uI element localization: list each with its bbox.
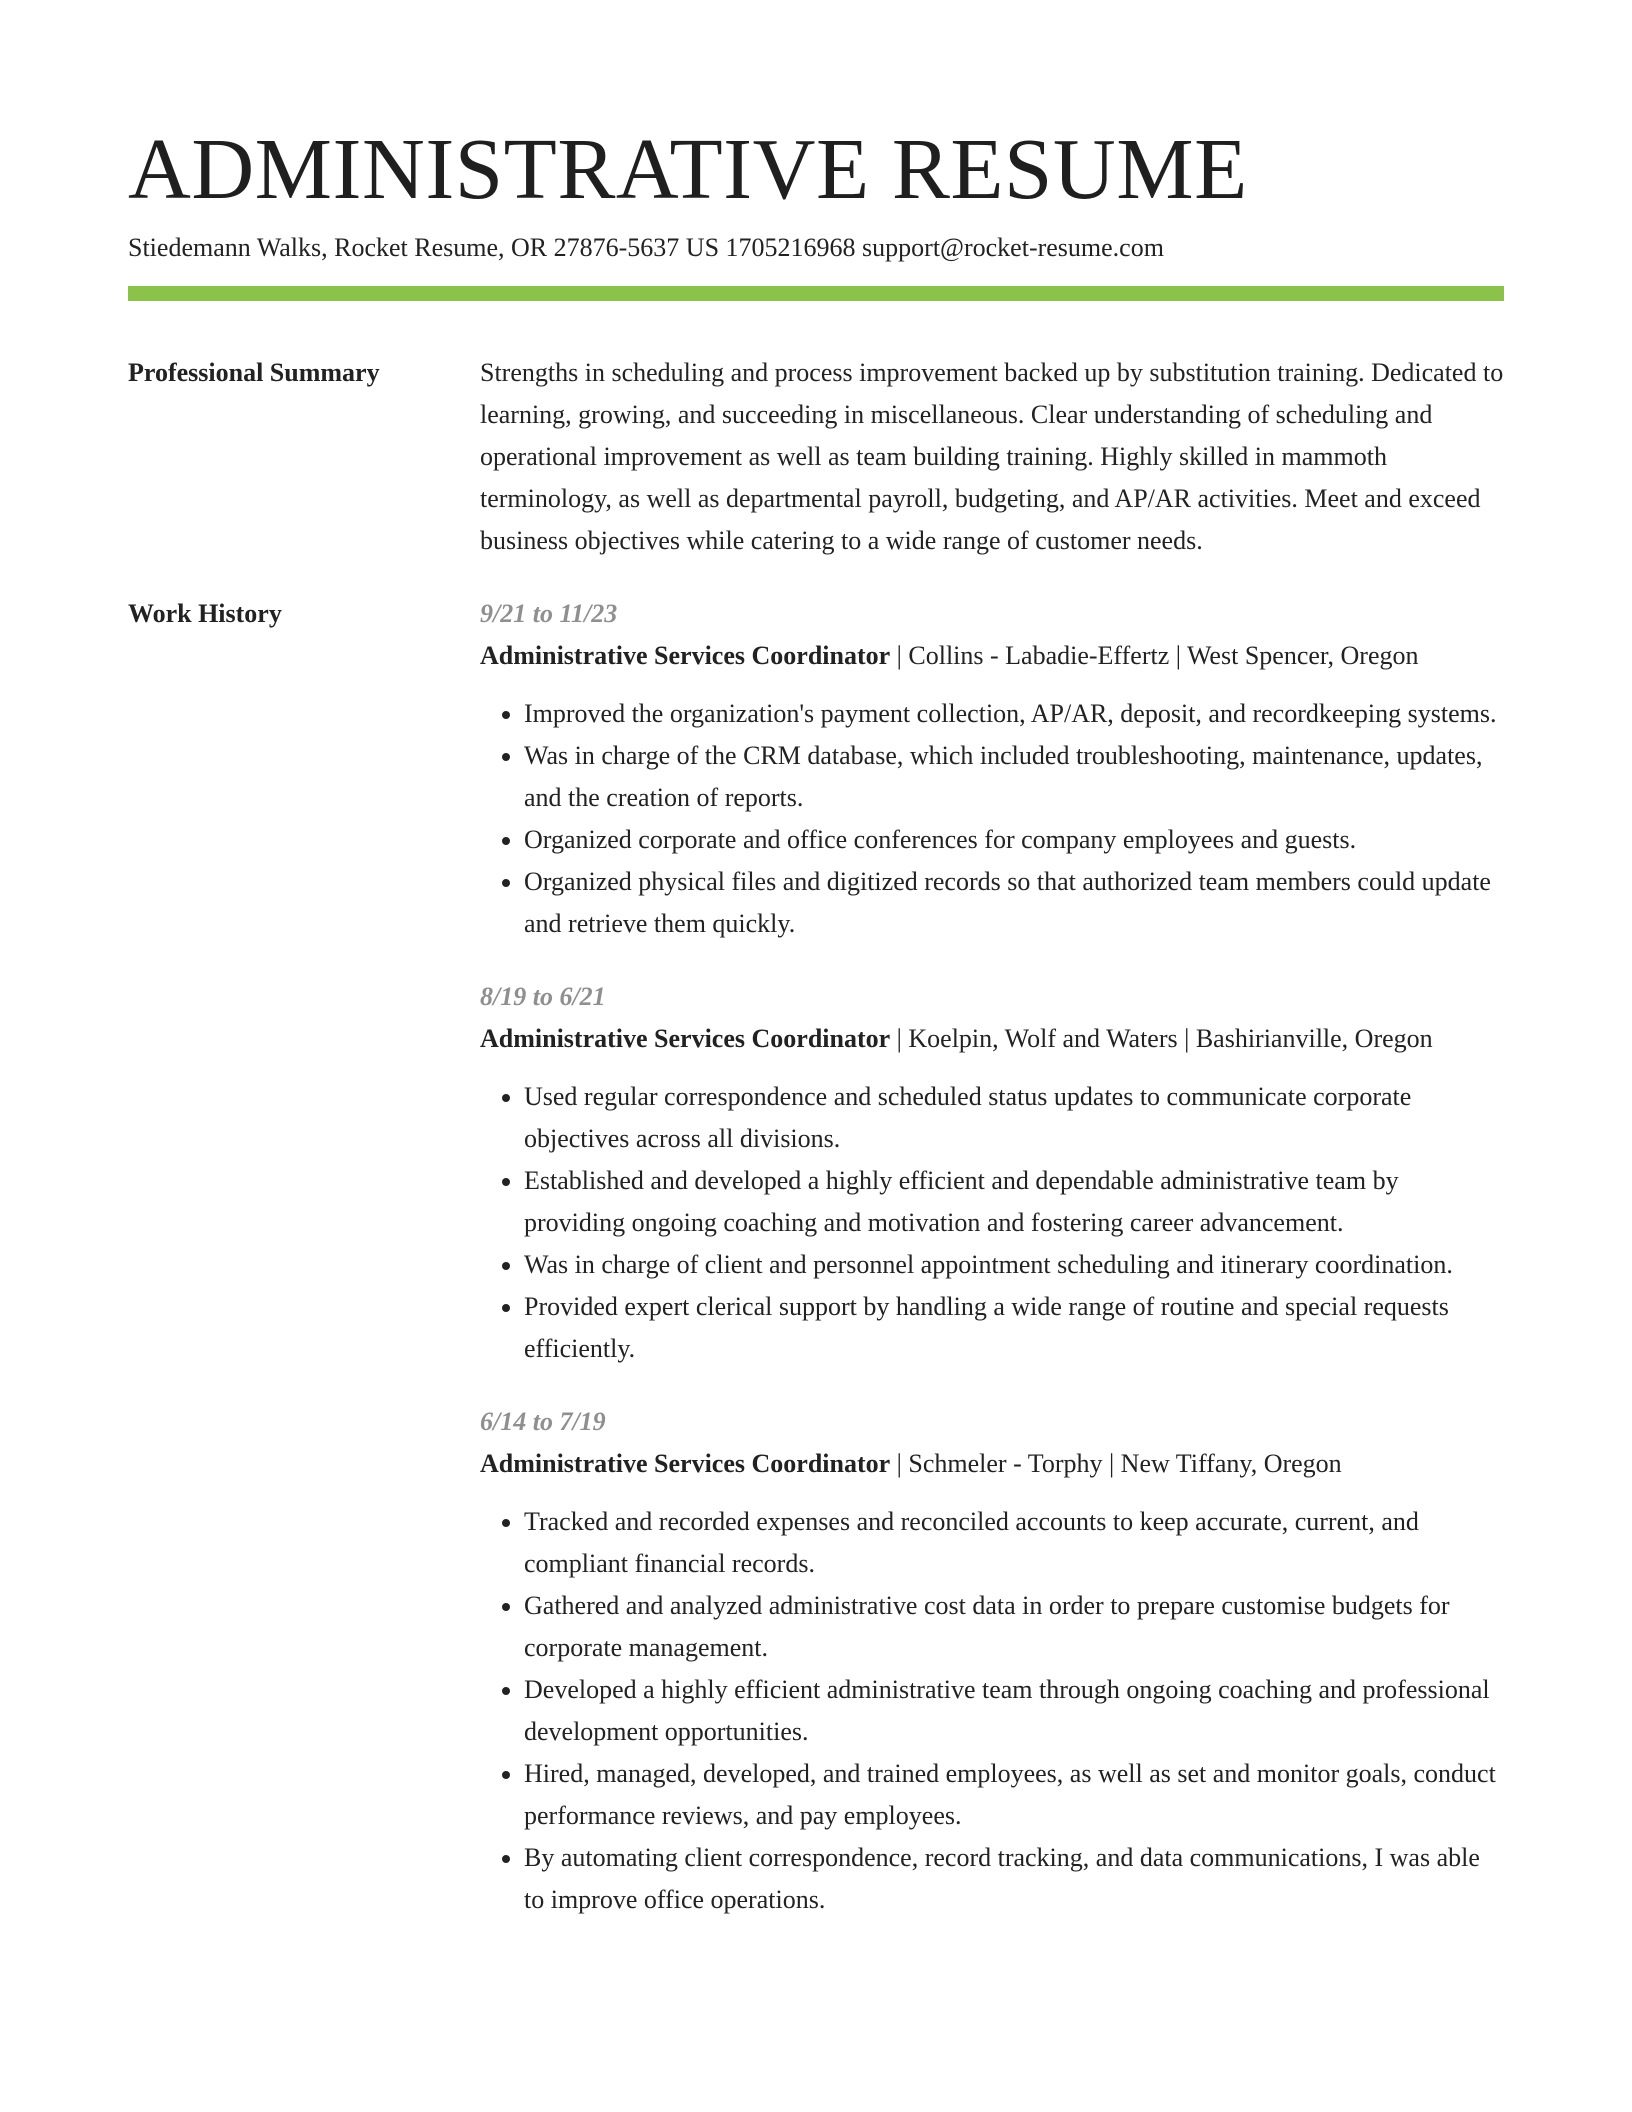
summary-text: Strengths in scheduling and process improvement backed up by substitution training. Dedicated to learning, growing, and succeeding in miscellaneous. Clear understanding of scheduling and operational improvement as well as team building training. Highly skilled in mammoth terminology, as well as departmental payroll, budgeting, and AP/AR activities. Meet and exceed business objectives while catering to a wide range of customer needs.: [480, 358, 1504, 555]
summary-section: [128, 352, 1504, 562]
job-dates: 9/21 to 11/23: [480, 599, 618, 628]
work-history-list: [480, 593, 1504, 1921]
job-title: Administrative Services Coordinator: [480, 641, 891, 670]
job-bullet: • Gathered and analyzed administrative cost data in order to prepare customise budgets for corporate management.: [524, 1585, 1504, 1669]
job-bullet: • By automating client correspondence, record tracking, and data communications, I was able to improve office operations.: [524, 1837, 1504, 1921]
section-label-summary: Professional Summary: [128, 358, 380, 387]
job-entry: [480, 976, 1504, 1370]
job-bullet: • Was in charge of the CRM database, which included troubleshooting, maintenance, updates, and the creation of reports.: [524, 735, 1504, 819]
job-bullet: • Was in charge of client and personnel appointment scheduling and itinerary coordination.: [524, 1244, 1504, 1286]
job-bullet: • Improved the organization's payment collection, AP/AR, deposit, and recordkeeping systems.: [524, 693, 1504, 735]
job-header: [480, 1443, 1504, 1485]
job-employer-location: | Schmeler - Torphy | New Tiffany, Oregon: [890, 1449, 1342, 1478]
job-title: Administrative Services Coordinator: [480, 1449, 891, 1478]
job-bullet: • Developed a highly efficient administrative team through ongoing coaching and professional development opportunities.: [524, 1669, 1504, 1753]
job-bullet-list: [480, 1076, 1504, 1370]
job-header: [480, 635, 1504, 677]
job-bullet: • Tracked and recorded expenses and reconciled accounts to keep accurate, current, and compliant financial records.: [524, 1501, 1504, 1585]
job-bullet: • Organized physical files and digitized records so that authorized team members could update and retrieve them quickly.: [524, 861, 1504, 945]
job-bullet: • Established and developed a highly efficient and dependable administrative team by providing ongoing coaching and motivation and fostering career advancement.: [524, 1160, 1504, 1244]
job-bullet: • Hired, managed, developed, and trained employees, as well as set and monitor goals, conduct performance reviews, and pay employees.: [524, 1753, 1504, 1837]
job-bullet: • Used regular correspondence and scheduled status updates to communicate corporate objectives across all divisions.: [524, 1076, 1504, 1160]
job-entry: [480, 1401, 1504, 1921]
job-bullet-list: [480, 693, 1504, 945]
job-header: [480, 1018, 1504, 1060]
job-dates: 6/14 to 7/19: [480, 1407, 606, 1436]
job-dates: 8/19 to 6/21: [480, 982, 606, 1011]
resume-title: ADMINISTRATIVE RESUME: [128, 120, 1248, 217]
job-bullet-list: [480, 1501, 1504, 1921]
job-bullet: • Organized corporate and office conferences for company employees and guests.: [524, 819, 1504, 861]
resume-page: [128, 118, 1504, 1921]
contact-line: Stiedemann Walks, Rocket Resume, OR 27876-5637 US 1705216968 support@rocket-resume.com: [128, 233, 1164, 262]
job-employer-location: | Collins - Labadie-Effertz | West Spencer, Oregon: [890, 641, 1419, 670]
section-label-work-history: Work History: [128, 599, 282, 628]
job-employer-location: | Koelpin, Wolf and Waters | Bashirianville, Oregon: [890, 1024, 1433, 1053]
job-title: Administrative Services Coordinator: [480, 1024, 891, 1053]
job-bullet: • Provided expert clerical support by handling a wide range of routine and special requests efficiently.: [524, 1286, 1504, 1370]
header-divider: [128, 286, 1504, 301]
work-history-section: [128, 593, 1504, 1921]
job-entry: [480, 593, 1504, 945]
